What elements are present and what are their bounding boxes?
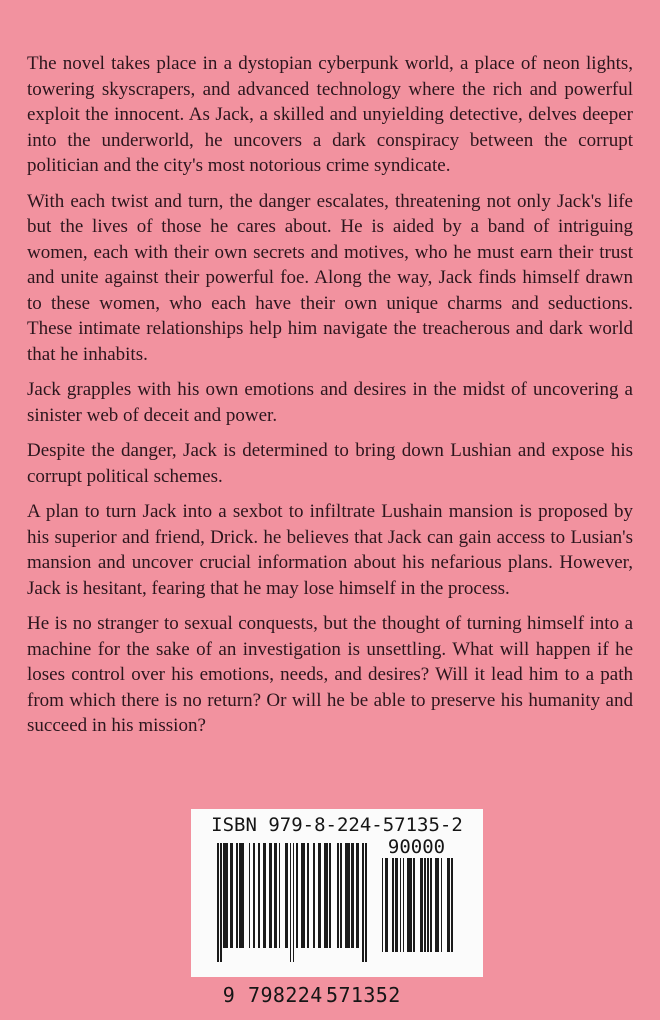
ean13-right-digit-group: 571352: [326, 983, 401, 1007]
isbn-text: ISBN 979-8-224-57135-2: [211, 814, 463, 836]
ean13-leading-digit: 9: [222, 983, 236, 1007]
blurb-paragraph-5: A plan to turn Jack into a sexbot to infiltrate Lushain mansion is proposed by his superior and friend, Drick. he believes that Jack can gain access to Lusian's mansion and uncover crucial information about his nefarious plans. However, Jack is hesitant, fearing that he may lose himself in the process.: [27, 501, 633, 599]
barcode-block: [191, 809, 483, 1007]
blurb-text-block: [27, 51, 633, 749]
blurb-paragraph-3: Jack grapples with his own emotions and desires in the midst of uncovering a sinister web of deceit and power.: [27, 379, 633, 426]
ean13-barcode: [217, 843, 401, 1007]
blurb-paragraph-4: Despite the danger, Jack is determined to bring down Lushian and expose his corrupt political schemes.: [27, 440, 633, 487]
blurb-paragraph-1: The novel takes place in a dystopian cyberpunk world, a place of neon lights, towering skyscrapers, and advanced technology where the rich and powerful exploit the innocent. As Jack, a skilled and unyielding detective, delves deeper into the underworld, he uncovers a dark conspiracy between the corrupt politician and the city's most notorious crime syndicate.: [27, 53, 633, 176]
blurb-paragraph-6: He is no stranger to sexual conquests, but the thought of turning himself into a machine for the sake of an investigation is unsettling. What will happen if he loses control over his emotions, needs, and desires? Will it lead him to a path from which there is no return? Or will he be able to preserve his humanity and succeed in his mission?: [27, 613, 633, 736]
price-code-text: 90000: [387, 836, 446, 858]
ean5-supplement-barcode: [380, 858, 453, 952]
ean13-left-digit-group: 798224: [248, 983, 323, 1007]
blurb-paragraph-2: With each twist and turn, the danger escalates, threatening not only Jack's life but the lives of those he cares about. He is aided by a band of intriguing women, each with their own secrets and motives, who he must earn their trust and unite against their powerful foe. Along the way, Jack finds himself drawn to these women, who each have their own unique charms and seductions. These intimate relationships help him navigate the treacherous and dark world that he inhabits.: [27, 190, 633, 365]
